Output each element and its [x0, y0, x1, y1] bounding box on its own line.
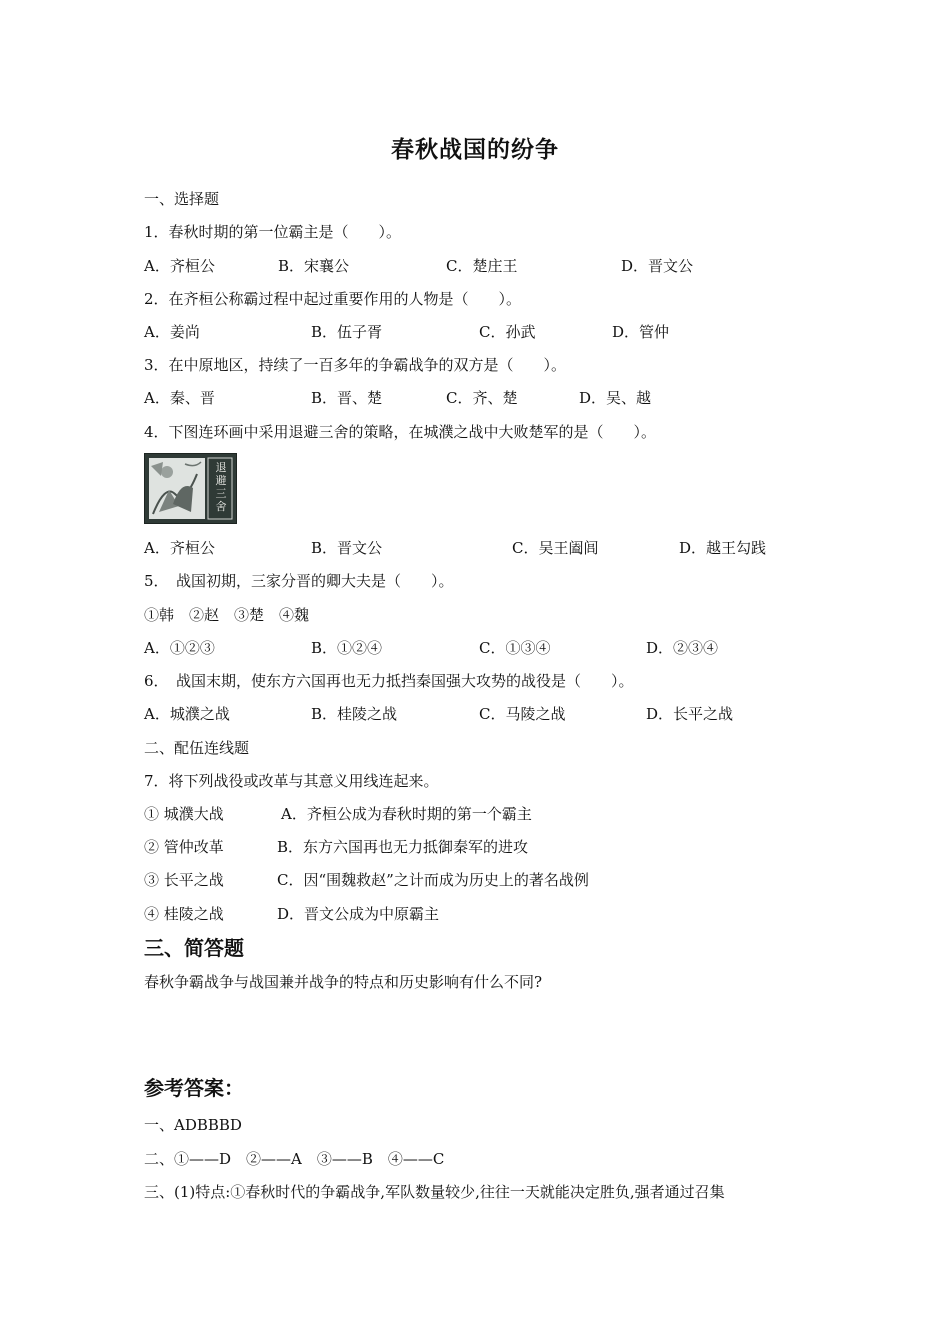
question-6-option-c: C．马陵之战: [479, 705, 566, 723]
question-3-option-b: B．晋、楚: [311, 389, 383, 407]
question-6-option-d: D．长平之战: [646, 705, 734, 723]
question-3-option-c: C．齐、楚: [446, 389, 518, 407]
match-right-d: D．晋文公成为中原霸主: [277, 905, 440, 923]
question-3-stem: 3．在中原地区，持续了一百多年的争霸战争的双方是（ ）。: [144, 356, 567, 374]
comic-caption: 退避三舍: [215, 461, 227, 513]
question-3-option-a: A．秦、晋: [144, 389, 215, 407]
question-3-option-d: D．吴、越: [579, 389, 652, 407]
match-right-c: C．因“围魏救赵”之计而成为历史上的著名战例: [277, 871, 589, 889]
question-4-stem: 4．下图连环画中采用退避三舍的策略，在城濮之战中大败楚军的是（ ）。: [144, 423, 657, 441]
question-4-option-d: D．越王勾践: [679, 539, 767, 557]
question-1-stem: 1．春秋时期的第一位霸主是（ ）。: [144, 223, 402, 241]
section-header-matching: 二、配伍连线题: [144, 739, 250, 757]
question-1-option-d: D．晋文公: [621, 257, 694, 275]
answer-part-1: 一、ADBBBD: [144, 1116, 242, 1134]
question-4-option-b: B．晋文公: [311, 539, 383, 557]
match-right-a: A．齐桓公成为春秋时期的第一个霸主: [281, 805, 532, 823]
question-4-option-a: A．齐桓公: [144, 539, 215, 557]
question-5-option-b: B．①②④: [311, 639, 383, 657]
section-header-short-answer: 三、简答题: [144, 936, 244, 960]
question-2-stem: 2．在齐桓公称霸过程中起过重要作用的人物是（ ）。: [144, 290, 522, 308]
question-2-option-c: C．孙武: [479, 323, 536, 341]
answer-part-3: 三、(1)特点:①春秋时代的争霸战争,军队数量较少,往往一天就能决定胜负,强者通过召集: [144, 1183, 725, 1201]
match-left-3: ③ 长平之战: [144, 871, 224, 889]
answer-part-2: 二、①——D ②——A ③——B ④——C: [144, 1150, 445, 1168]
question-5-option-a: A．①②③: [144, 639, 215, 657]
comic-illustration: [144, 453, 237, 524]
match-right-b: B．东方六国再也无力抵御秦军的进攻: [277, 838, 529, 856]
question-5-option-c: C．①③④: [479, 639, 551, 657]
question-6-option-b: B．桂陵之战: [311, 705, 398, 723]
question-1-option-a: A．齐桓公: [144, 257, 215, 275]
question-8-stem: 春秋争霸战争与战国兼并战争的特点和历史影响有什么不同?: [144, 973, 543, 991]
question-5-option-d: D．②③④: [646, 639, 719, 657]
question-1-option-c: C．楚庄王: [446, 257, 518, 275]
question-5-stem: 5． 战国初期，三家分晋的卿大夫是（ ）。: [144, 572, 454, 590]
question-2-option-a: A．姜尚: [144, 323, 200, 341]
page-title: 春秋战国的纷争: [391, 137, 559, 163]
question-2-option-d: D．管仲: [612, 323, 670, 341]
question-5-items: ①韩 ②赵 ③楚 ④魏: [144, 606, 310, 624]
section-header-choice: 一、选择题: [144, 190, 220, 208]
match-left-2: ② 管仲改革: [144, 838, 224, 856]
match-left-4: ④ 桂陵之战: [144, 905, 224, 923]
question-1-option-b: B．宋襄公: [278, 257, 350, 275]
answers-header: 参考答案：: [144, 1076, 244, 1100]
match-left-1: ① 城濮大战: [144, 805, 224, 823]
question-6-stem: 6． 战国末期，使东方六国再也无力抵挡秦国强大攻势的战役是（ ）。: [144, 672, 634, 690]
question-7-stem: 7．将下列战役或改革与其意义用线连起来。: [144, 772, 439, 790]
question-6-option-a: A．城濮之战: [144, 705, 230, 723]
question-4-option-c: C．吴王阖闾: [512, 539, 599, 557]
question-2-option-b: B．伍子胥: [311, 323, 383, 341]
